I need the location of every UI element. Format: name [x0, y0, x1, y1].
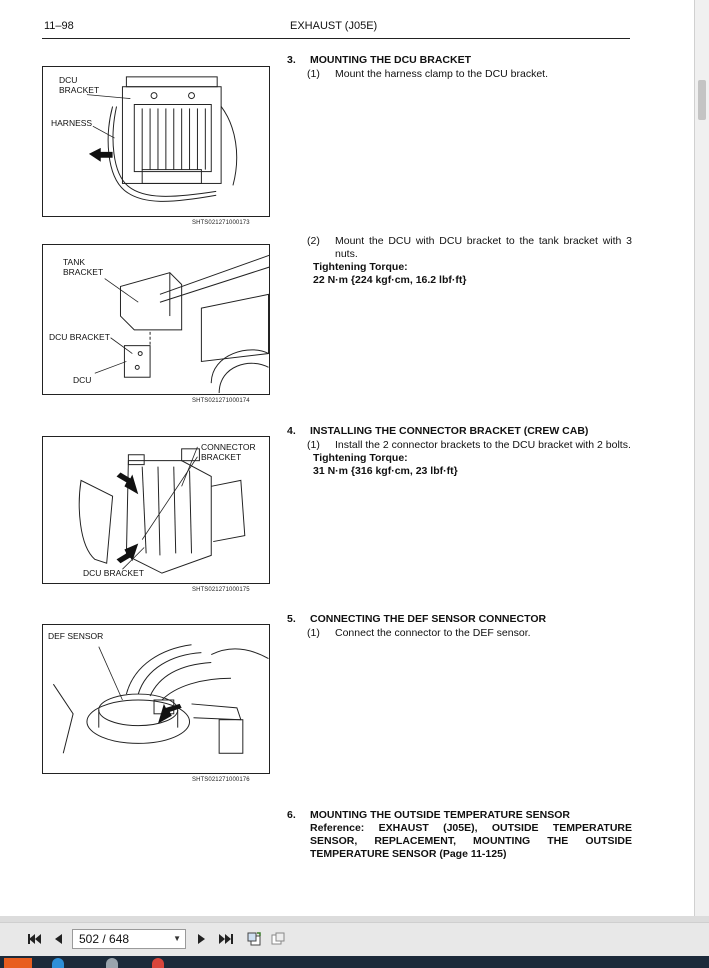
figure-code: SHTS021271000173: [192, 220, 250, 226]
figure-label: HARNESS: [51, 118, 93, 128]
chevron-down-icon: ▼: [173, 934, 181, 943]
step-title: MOUNTING THE OUTSIDE TEMPERATURE SENSOR: [310, 809, 570, 821]
figure-code: SHTS021271000176: [192, 777, 250, 783]
figure-label: CONNECTOR BRACKET: [201, 442, 256, 462]
page-header-title: EXHAUST (J05E): [290, 20, 378, 32]
page-number: 11–98: [44, 20, 74, 32]
figure-label: DCU BRACKET: [49, 332, 110, 342]
illustration-def-sensor: [43, 625, 269, 773]
step-title: MOUNTING THE DCU BRACKET: [310, 54, 471, 66]
step-number: 6.: [287, 809, 296, 821]
step-title: INSTALLING THE CONNECTOR BRACKET (CREW CAB): [310, 425, 589, 437]
figure-dcu-bracket-harness: [42, 66, 270, 217]
start-icon[interactable]: [4, 958, 32, 968]
figure-label: DCU BRACKET: [59, 75, 100, 95]
substep-text: Install the 2 connector brackets to the DCU bracket with 2 bolts.: [335, 439, 631, 451]
scrollbar-thumb[interactable]: [698, 80, 706, 120]
substep-number: (2): [307, 235, 320, 247]
figure-label: DCU BRACKET: [83, 568, 144, 578]
os-taskbar: [0, 956, 709, 968]
viewer-toolbar: [0, 922, 709, 957]
reference-text: Reference: EXHAUST (J05E), OUTSIDE TEMPERATURE SENSOR, REPLACEMENT, MOUNTING THE OUTSIDE TEMPERATURE SENSOR (Page 11-125): [310, 822, 632, 860]
torque-value: 31 N·m {316 kgf·cm, 23 lbf·ft}: [313, 465, 458, 477]
substep-text: Mount the harness clamp to the DCU bracket.: [335, 68, 549, 80]
vertical-scrollbar[interactable]: [694, 0, 709, 916]
app-icon[interactable]: [152, 958, 164, 968]
figure-connector-bracket: [42, 436, 270, 584]
substep-number: (1): [307, 68, 320, 80]
substep-number: (1): [307, 627, 320, 639]
substep-number: (1): [307, 439, 320, 451]
step-4: [287, 425, 632, 478]
step-3: [287, 54, 632, 81]
step-number: 3.: [287, 54, 296, 66]
prev-page-icon[interactable]: [50, 931, 66, 947]
substep: [307, 235, 632, 261]
figure-tank-bracket: [42, 244, 270, 395]
first-page-icon[interactable]: [26, 931, 42, 947]
substep-text: Connect the connector to the DEF sensor.: [335, 627, 531, 639]
figure-label: TANK BRACKET: [63, 257, 104, 277]
step-3-continued: [287, 234, 632, 287]
figure-label: DCU: [73, 375, 92, 385]
page-number-select[interactable]: [72, 929, 186, 949]
page-number-display: 502 / 648: [79, 932, 130, 946]
fit-page-icon[interactable]: [270, 931, 286, 947]
next-page-icon[interactable]: [194, 931, 210, 947]
step-title: CONNECTING THE DEF SENSOR CONNECTOR: [310, 613, 547, 625]
torque-label: Tightening Torque:: [313, 452, 408, 464]
torque-label: Tightening Torque:: [313, 261, 408, 273]
figure-def-sensor: [42, 624, 270, 774]
header-rule: [42, 38, 630, 39]
step-5: [287, 613, 632, 640]
substep-text: Mount the DCU with DCU bracket to the tank bracket with 3 nuts.: [335, 235, 632, 260]
substep: [307, 68, 632, 81]
figure-code: SHTS021271000175: [192, 587, 250, 593]
rotate-view-icon[interactable]: [246, 931, 262, 947]
app-icon[interactable]: [52, 958, 64, 968]
app-icon[interactable]: [106, 958, 118, 968]
step-number: 5.: [287, 613, 296, 625]
substep: [307, 627, 632, 640]
substep: [307, 439, 632, 452]
last-page-icon[interactable]: [218, 931, 234, 947]
step-6: [287, 809, 632, 861]
step-number: 4.: [287, 425, 296, 437]
figure-code: SHTS021271000174: [192, 398, 250, 404]
figure-label: DEF SENSOR: [48, 631, 104, 641]
torque-value: 22 N·m {224 kgf·cm, 16.2 lbf·ft}: [313, 274, 467, 286]
